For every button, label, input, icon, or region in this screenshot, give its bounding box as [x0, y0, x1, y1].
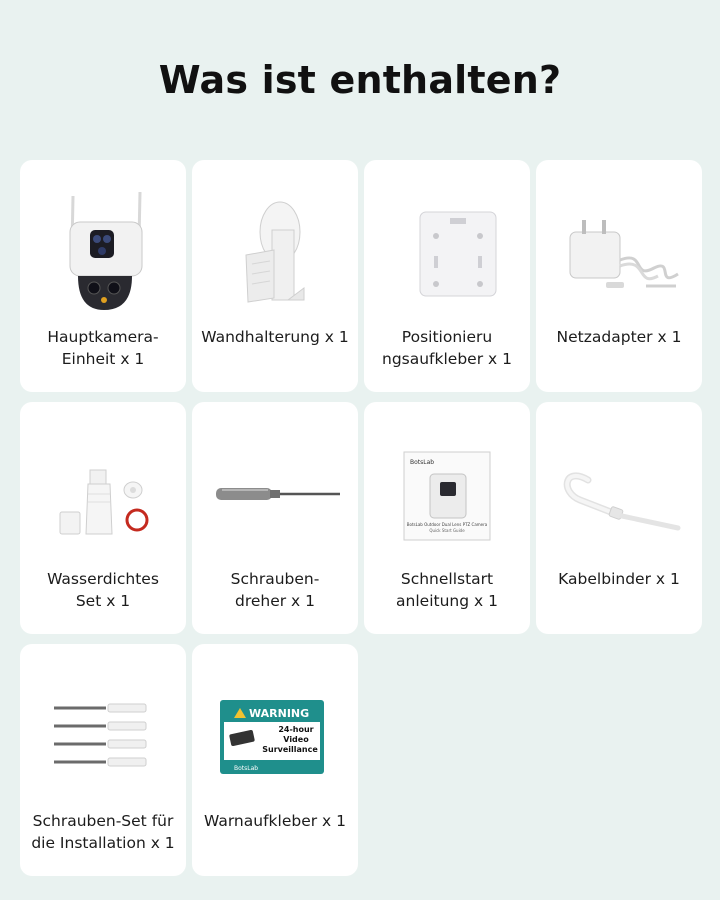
item-label: Positionieru ngsaufkleber x 1 — [382, 328, 512, 368]
waterproof-set-icon — [20, 402, 186, 552]
item-card-warning-sticker — [192, 644, 358, 876]
screw-set-icon — [20, 644, 186, 794]
svg-text:BotsLab: BotsLab — [234, 765, 259, 772]
item-label: Netzadapter x 1 — [556, 328, 682, 346]
svg-text:Video: Video — [283, 735, 309, 744]
svg-text:BotsLab: BotsLab — [410, 459, 435, 466]
item-card-screwdriver — [192, 402, 358, 634]
security-camera-icon — [20, 160, 186, 310]
svg-text:24-hour: 24-hour — [278, 725, 314, 734]
positioning-sticker-icon — [364, 160, 530, 310]
quick-start-guide-icon — [364, 402, 530, 552]
page-title: Was ist enthalten? — [158, 58, 562, 102]
item-label: Kabelbinder x 1 — [558, 570, 680, 588]
item-card-waterproof-set — [20, 402, 186, 634]
item-card-screw-set — [20, 644, 186, 876]
item-label: Wasserdichtes Set x 1 — [47, 570, 159, 610]
svg-text:WARNING: WARNING — [249, 707, 310, 720]
item-label: Schrauben-Set für die Installation x 1 — [31, 812, 175, 852]
wall-mount-bracket-icon — [192, 160, 358, 310]
item-card-power-adapter — [536, 160, 702, 392]
power-adapter-icon — [536, 160, 702, 310]
svg-text:Surveillance: Surveillance — [262, 745, 318, 754]
screwdriver-icon — [192, 402, 358, 552]
svg-text:BotsLab Outdoor Dual Lens PTZ: BotsLab Outdoor Dual Lens PTZ Camera — [406, 522, 488, 527]
item-card-wall-mount — [192, 160, 358, 392]
item-card-positioning-sticker — [364, 160, 530, 392]
item-card-cable-tie — [536, 402, 702, 634]
item-label: Wandhalterung x 1 — [201, 328, 349, 346]
item-label: Schnellstart anleitung x 1 — [396, 570, 498, 610]
item-label: Schrauben- dreher x 1 — [230, 570, 320, 610]
item-label: Hauptkamera- Einheit x 1 — [47, 328, 159, 368]
item-card-camera — [20, 160, 186, 392]
item-card-quick-start-guide — [364, 402, 530, 634]
svg-text:Quick Start Guide: Quick Start Guide — [429, 528, 465, 533]
cable-tie-icon — [536, 402, 702, 552]
warning-sticker-icon — [192, 644, 358, 794]
item-label: Warnaufkleber x 1 — [204, 812, 346, 830]
